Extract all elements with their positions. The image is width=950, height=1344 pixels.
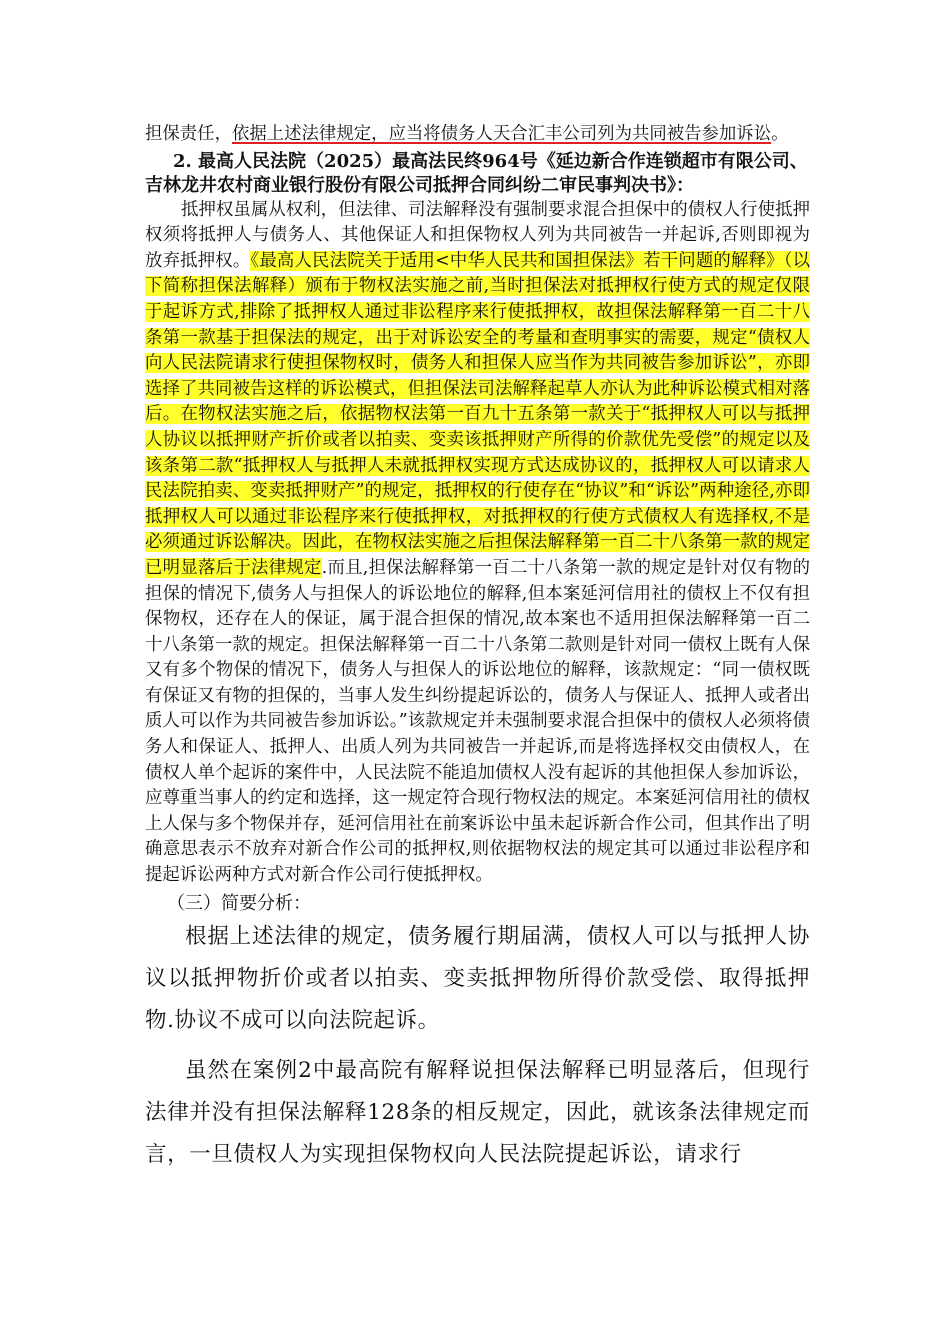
underlined-conclusion-text: 依据上述法律规定，应当将债务人天合汇丰公司列为共同被告参加诉讼 [231,124,772,144]
continuation-lead-text: 担保责任， [145,124,232,144]
analysis-paragraph-1: 根据上述法律的规定，债务履行期届满，债权人可以与抵押人协议以抵押物折价或者以拍卖、变卖抵押物所得价款受偿、取得抵押物.协议不成可以向法院起诉。 [145,924,810,1034]
case-2-body-paragraph [145,198,810,889]
continuation-end-text: 。 [771,124,789,144]
paragraph-continuation [145,122,810,148]
section-3-heading: （三）简要分析： [167,892,311,914]
paragraph-spacer [145,1042,810,1050]
case-2-plain-text: 抵押权虽属从权利，但法律、司法解释没有强制要求混合担保中的债权人行使抵押权须将抵押人与债务人、其他保证人和担保物权人列为共同被告一并起诉,否则即视为放弃抵押权。 [145,199,810,271]
case-2-rest-text: .而且,担保法解释第一百二十八条第一款的规定是针对仅有物的担保的情况下,债务人与担保人的诉讼地位的解释,但本案延河信用社的债权上不仅有担保物权，还存在人的保证，属于混合担保的情况,故本案也不适用担保法解释第一百二十八条第一款的规定。担保法解释第一百二十八条第二款则是针对同一债权上既有人保又有多个物保的情况下，债务人与担保人的诉讼地位的解释，该款规定：“同一债权既有保证又有物的担保的，当事人发生纠纷提起诉讼的，债务人与保证人、抵押人或者出质人可以作为共同被告参加诉讼。”该款规定并未强制要求混合担保中的债权人必须将债务人和保证人、抵押人、出质人列为共同被告一并起诉,而是将选择权交由债权人，在债权人单个起诉的案件中，人民法院不能追加债权人没有起诉的其他担保人参加诉讼，应尊重当事人的约定和选择，这一规定符合现行物权法的规定。本案延河信用社的债权上人保与多个物保并存，延河信用社在前案诉讼中虽未起诉新合作公司，但其作出了明确意思表示不放弃对新合作公司的抵押权,则依据物权法的规定其可以通过非讼程序和提起诉讼两种方式对新合作公司行使抵押权。 [145,557,810,886]
case-2-title: 2. 最高人民法院（2025）最高法民终964号《延边新合作连锁超市有限公司、吉林龙井农村商业银行股份有限公司抵押合同纠纷二审民事判决书》： [145,150,808,196]
analysis-paragraph-2: 虽然在案例2中最高院有解释说担保法解释已明显落后，但现行法律并没有担保法解释128条的相反规定，因此，就该条法律规定而言，一旦债权人为实现担保物权向人民法院提起诉讼，请求行 [145,1058,810,1168]
case-2-highlighted-text: 《最高人民法院关于适用<中华人民共和国担保法》若干问题的解释》（以下简称担保法解释）颁布于物权法实施之前,当时担保法对抵押权行使方式的规定仅限于起诉方式,排除了抵押权人通过非讼程序来行使抵押权，故担保法解释第一百二十八条第一款基于担保法的规定，出于对诉讼安全的考量和查明事实的需要，规定“债权人向人民法院请求行使担保物权时，债务人和担保人应当作为共同被告参加诉讼”，亦即选择了共同被告这样的诉讼模式，但担保法司法解释起草人亦认为此种诉讼模式相对落后。在物权法实施之后，依据物权法第一百九十五条第一款关于“抵押权人可以与抵押人协议以抵押财产折价或者以拍卖、变卖该抵押财产所得的价款优先受偿”的规定以及该条第二款“抵押权人与抵押人未就抵押权实现方式达成协议的，抵押权人可以请求人民法院拍卖、变卖抵押财产”的规定，抵押权的行使存在“协议”和“诉讼”两种途径,亦即抵押权人可以通过非讼程序来行使抵押权，对抵押权的行使方式债权人有选择权,不是必须通过诉讼解决。因此，在物权法实施之后担保法解释第一百二十八条第一款的规定已明显落后于法律规定 [145,250,810,578]
document-page [145,122,810,1176]
